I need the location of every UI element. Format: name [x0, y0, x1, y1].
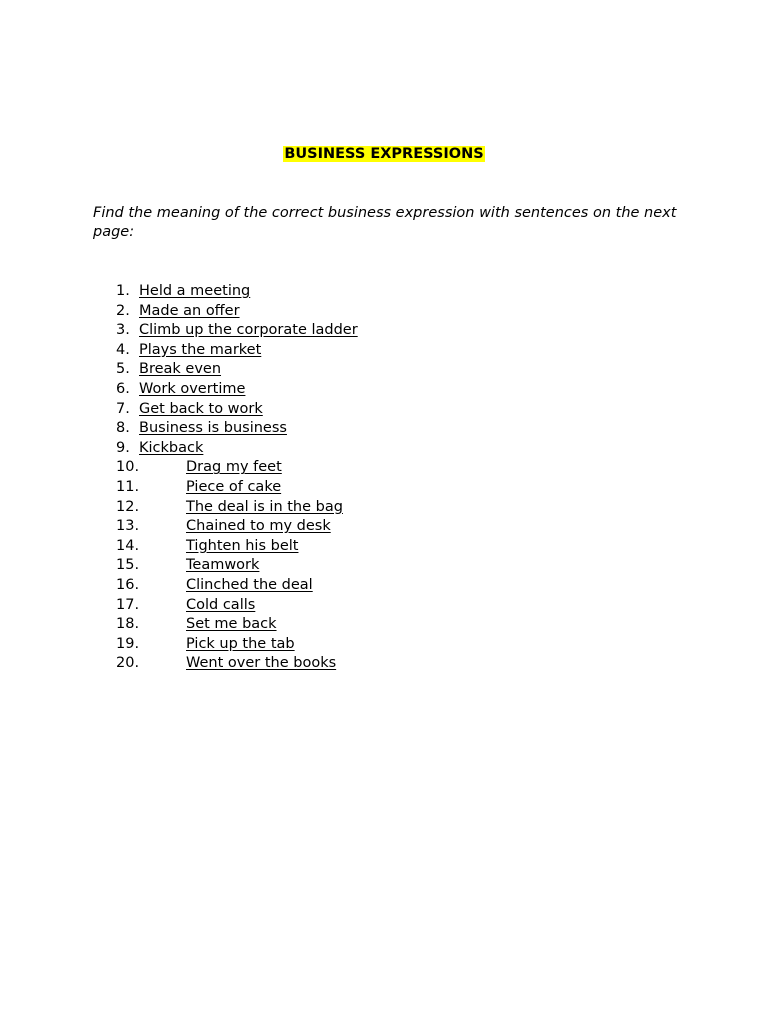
page-title	[0, 145, 768, 163]
item-number: 1.	[116, 283, 130, 299]
item-text: Pick up the tab	[186, 635, 295, 652]
item-number: 13.	[116, 518, 140, 535]
item-number: 17.	[116, 596, 140, 613]
item-number: 9.	[116, 439, 130, 456]
item-number: 6.	[116, 380, 130, 397]
instructions-text: Find the meaning of the correct business expression with sentences on the next page:	[93, 205, 677, 240]
item-number: 2.	[116, 302, 130, 319]
item-text: Get back to work	[139, 400, 263, 417]
item-text: Drag my feet	[186, 459, 282, 476]
item-text: Business is business	[139, 420, 287, 437]
item-number: 4.	[116, 341, 130, 358]
item-text: Set me back	[186, 616, 277, 633]
item-text: Made an offer	[139, 302, 240, 319]
item-number: 7.	[116, 400, 130, 417]
item-number: 18.	[116, 616, 140, 633]
item-number: 14.	[116, 537, 140, 554]
item-number: 3.	[116, 322, 130, 339]
item-number: 16.	[116, 576, 140, 593]
item-text: Held a meeting	[139, 283, 251, 299]
item-text: Clinched the deal	[186, 576, 313, 593]
item-number: 19.	[116, 635, 140, 652]
item-text: Break even	[139, 361, 222, 378]
title-highlight: BUSINESS EXPRESSIONS	[284, 146, 484, 162]
item-text: Climb up the corporate ladder	[139, 322, 358, 339]
item-number: 12.	[116, 498, 140, 515]
item-text: Tighten his belt	[186, 537, 299, 554]
item-text: Teamwork	[186, 557, 260, 574]
item-number: 10.	[116, 459, 140, 476]
item-number: 5.	[116, 361, 130, 378]
item-text: Plays the market	[139, 341, 262, 358]
item-number: 11.	[116, 478, 140, 495]
item-number: 15.	[116, 557, 140, 574]
item-number: 20.	[116, 655, 140, 672]
item-text: Cold calls	[186, 596, 256, 613]
item-text: Piece of cake	[186, 478, 282, 495]
item-text: Work overtime	[139, 380, 246, 397]
item-number: 8.	[116, 420, 130, 437]
item-text: Chained to my desk	[186, 518, 331, 535]
item-text: The deal is in the bag	[186, 498, 343, 515]
item-text: Kickback	[139, 439, 204, 456]
item-text: Went over the books	[186, 655, 337, 672]
